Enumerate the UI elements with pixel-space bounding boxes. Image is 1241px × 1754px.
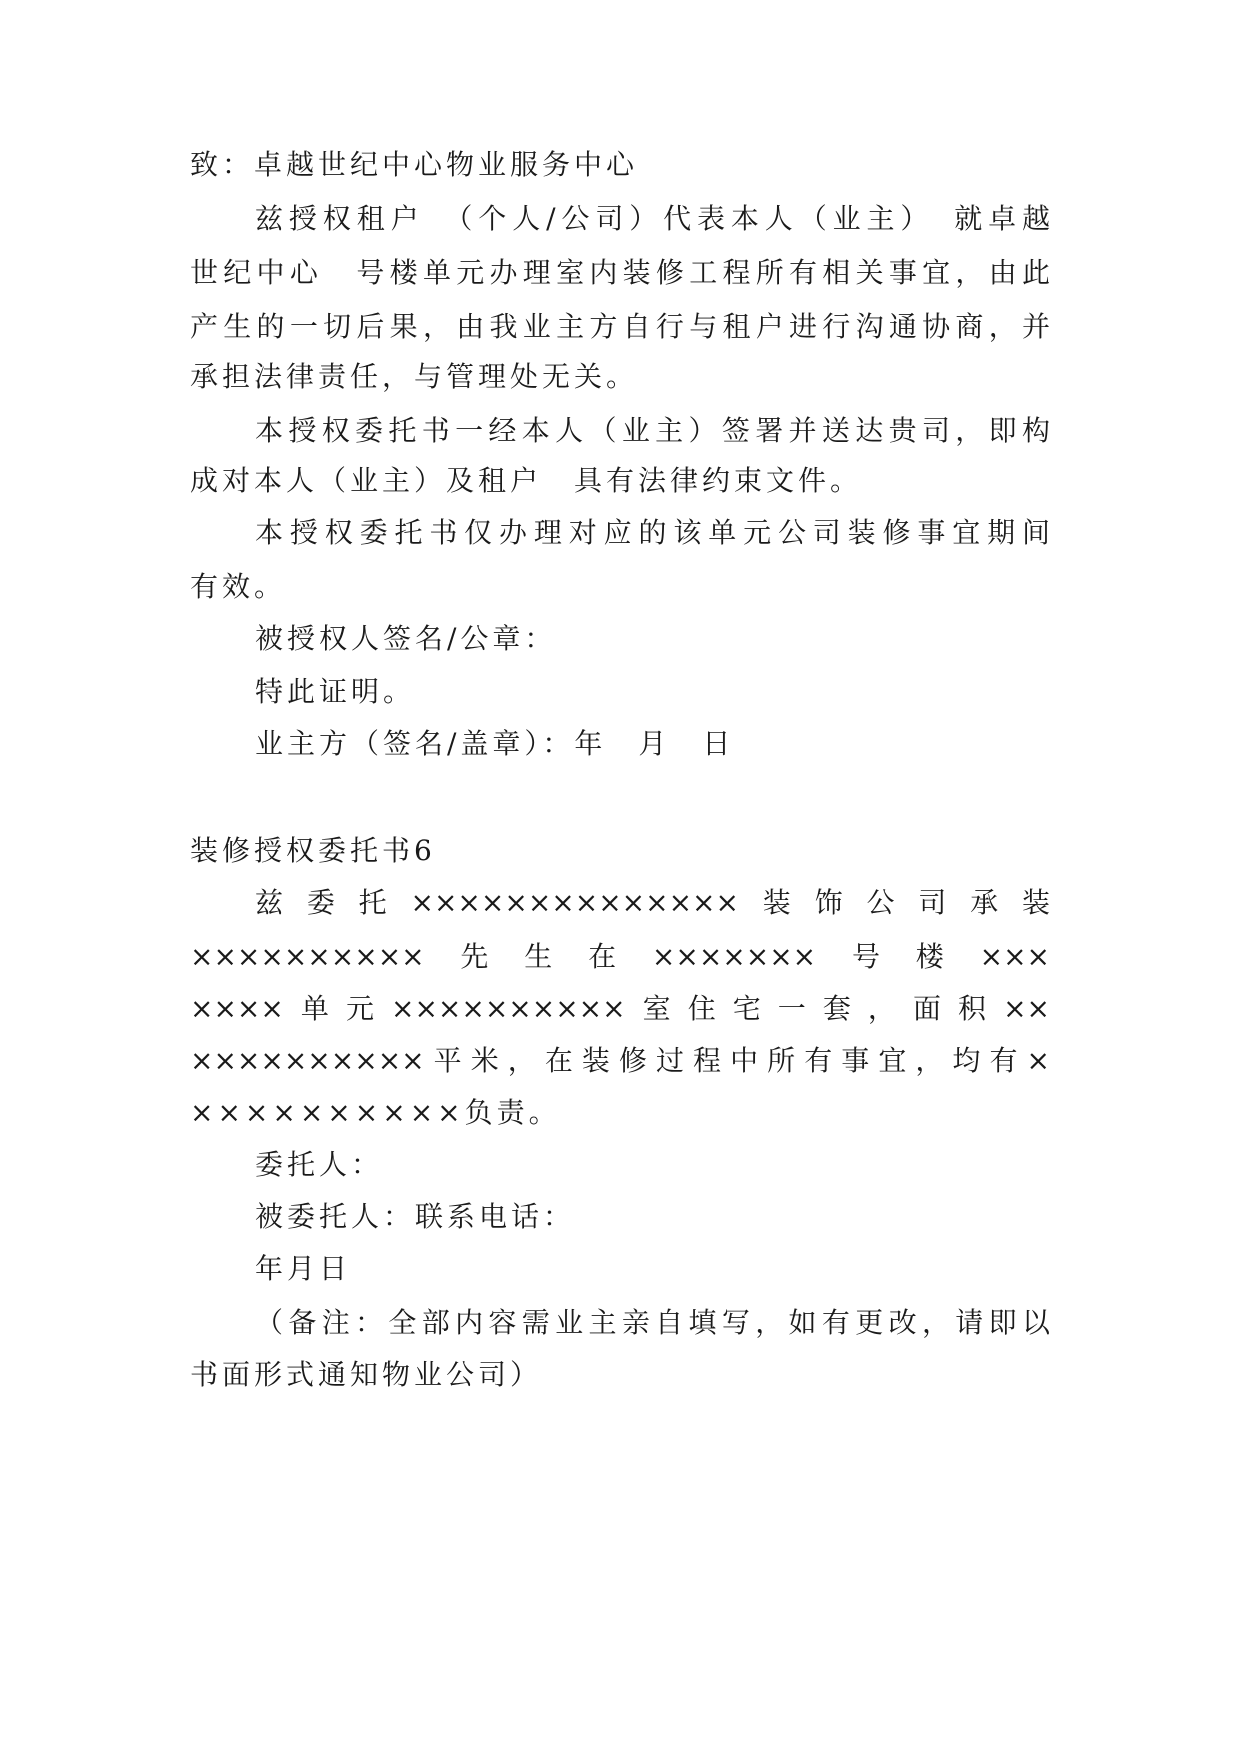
certify-line: 特此证明。: [255, 675, 416, 708]
paragraph-line: ××××××××××平米，在装修过程中所有事宜，均有×: [190, 1044, 1050, 1077]
principal-line: 委托人：: [255, 1148, 384, 1181]
paragraph-line: 产生的一切后果，由我业主方自行与租户进行沟通协商，并: [190, 310, 1050, 343]
paragraph-line: ××××单元××××××××××室住宅一套，面积××: [190, 992, 1050, 1025]
paragraph-line: 本授权委托书仅办理对应的该单元公司装修事宜期间: [255, 516, 1050, 549]
paragraph-line: ××××××××××负责。: [190, 1096, 561, 1129]
authorized-signature-line: 被授权人签名/公章：: [255, 622, 557, 655]
paragraph-line: 世纪中心 号楼单元办理室内装修工程所有相关事宜，由此: [190, 256, 1050, 289]
paragraph-line: ××××××××××先生在×××××××号楼×××: [190, 940, 1050, 973]
note-line: 书面形式通知物业公司）: [190, 1358, 543, 1391]
paragraph-line: 兹委托××××××××××××××装饰公司承装: [255, 886, 1050, 919]
paragraph-line: 承担法律责任，与管理处无关。: [190, 360, 639, 393]
paragraph-line: 成对本人（业主）及租户 具有法律约束文件。: [190, 464, 863, 497]
date-line: 年月日: [255, 1252, 352, 1285]
note-line: （备注：全部内容需业主亲自填写，如有更改，请即以: [255, 1306, 1050, 1339]
paragraph-line: 兹授权租户 （个人/公司）代表本人（业主） 就卓越: [255, 202, 1050, 235]
paragraph-line: 本授权委托书一经本人（业主）签署并送达贵司，即构: [255, 414, 1050, 447]
section-title: 装修授权委托书6: [190, 834, 436, 867]
paragraph-line: 有效。: [190, 570, 287, 603]
addressee-line: 致：卓越世纪中心物业服务中心: [190, 148, 639, 181]
owner-signature-line: 业主方（签名/盖章）：年 月 日: [255, 727, 735, 760]
agent-line: 被委托人：联系电话：: [255, 1200, 576, 1233]
